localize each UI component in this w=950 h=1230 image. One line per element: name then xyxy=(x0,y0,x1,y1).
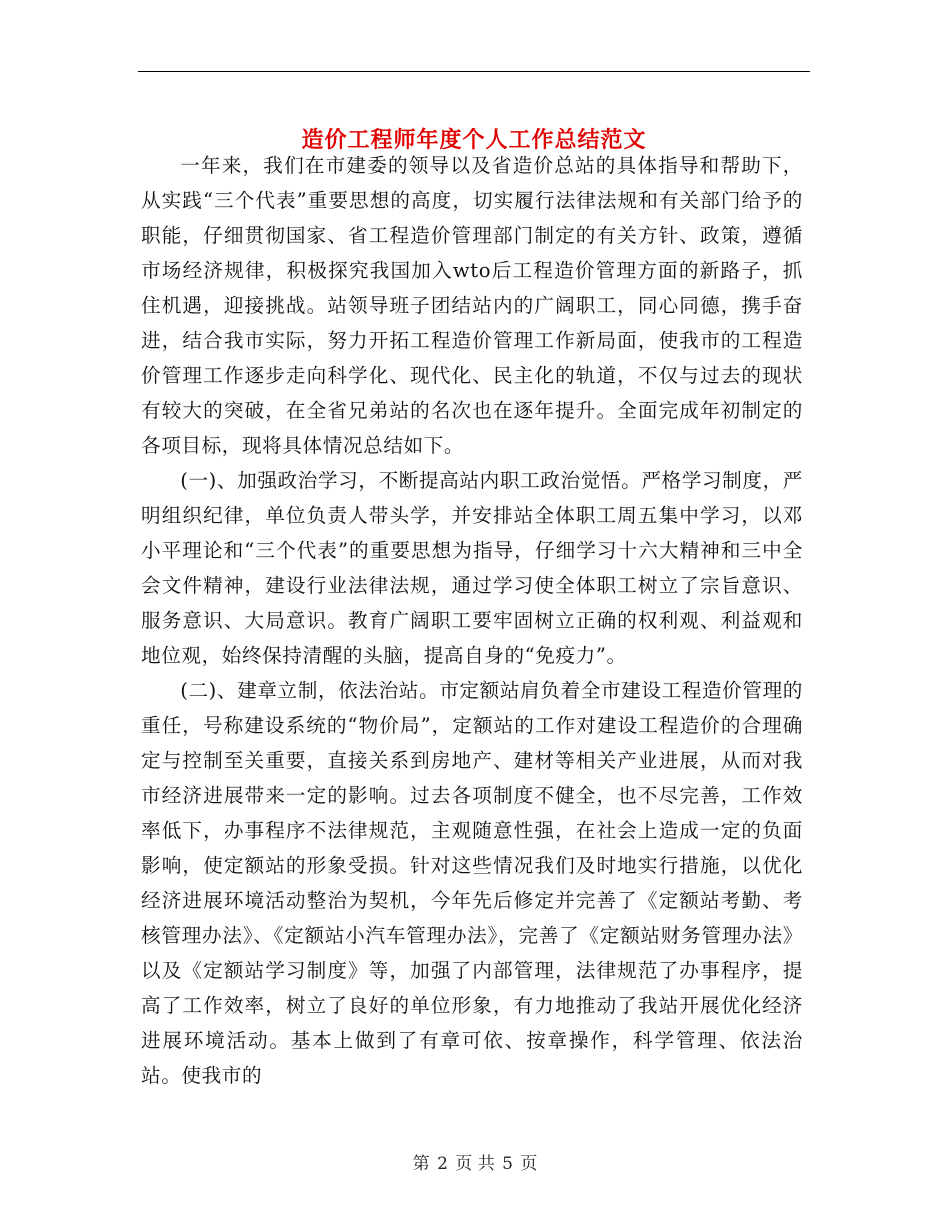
paragraph-intro: 一年来，我们在市建委的领导以及省造价总站的具体指导和帮助下，从实践“三个代表”重要思想的高度，切实履行法律法规和有关部门给予的职能，仔细贯彻国家、省工程造价管理部门制定的有关方针、政策，遵循市场经济规律，积极探究我国加入wto后工程造价管理方面的新路子，抓住机遇，迎接挑战。站领导班子团结站内的广阔职工，同心同德，携手奋进，结合我市实际，努力开拓工程造价管理工作新局面，使我市的工程造价管理工作逐步走向科学化、现代化、民主化的轨道，不仅与过去的现状有较大的突破，在全省兄弟站的名次也在逐年提升。全面完成年初制定的各项目标，现将具体情况总结如下。 xyxy=(141,154,803,457)
header-rule xyxy=(138,71,810,72)
page-footer xyxy=(0,1152,950,1176)
document-title: 造价工程师年度个人工作总结范文 xyxy=(301,127,647,153)
footer-middle: 页 共 xyxy=(455,1154,495,1174)
paragraph-section-1: (一)、加强政治学习，不断提高站内职工政治觉悟。严格学习制度，严明组织纪律，单位负责人带头学，并安排站全体职工周五集中学习，以邓小平理论和“三个代表”的重要思想为指导，仔细学习十六大精神和三中全会文件精神，建设行业法律法规，通过学习使全体职工树立了宗旨意识、服务意识、大局意识。教育广阔职工要牢固树立正确的权利观、利益观和地位观，始终保持清醒的头脑，提高自身的“免疫力”。 xyxy=(141,469,803,667)
footer-prefix: 第 xyxy=(412,1154,430,1174)
footer-total-pages: 5 xyxy=(502,1154,513,1174)
document-body xyxy=(141,148,803,1093)
paragraph-section-2: (二)、建章立制，依法治站。市定额站肩负着全市建设工程造价管理的重任，号称建设系统的“物价局”，定额站的工作对建设工程造价的合理确定与控制至关重要，直接关系到房地产、建材等相关产业进展，从而对我市经济进展带来一定的影响。过去各项制度不健全，也不尽完善，工作效率低下，办事程序不法律规范，主观随意性强，在社会上造成一定的负面影响，使定额站的形象受损。针对这些情况我们及时地实行措施，以优化经济进展环境活动整治为契机，今年先后修定并完善了《定额站考勤、考核管理办法》、《定额站小汽车管理办法》，完善了《定额站财务管理办法》以及《定额站学习制度》等，加强了内部管理，法律规范了办事程序，提高了工作效率，树立了良好的单位形象，有力地推动了我站开展优化经济进展环境活动。基本上做到了有章可依、按章操作，科学管理、依法治站。使我市的 xyxy=(141,679,803,1087)
footer-suffix: 页 xyxy=(520,1154,538,1174)
footer-page-number: 2 xyxy=(437,1154,448,1174)
